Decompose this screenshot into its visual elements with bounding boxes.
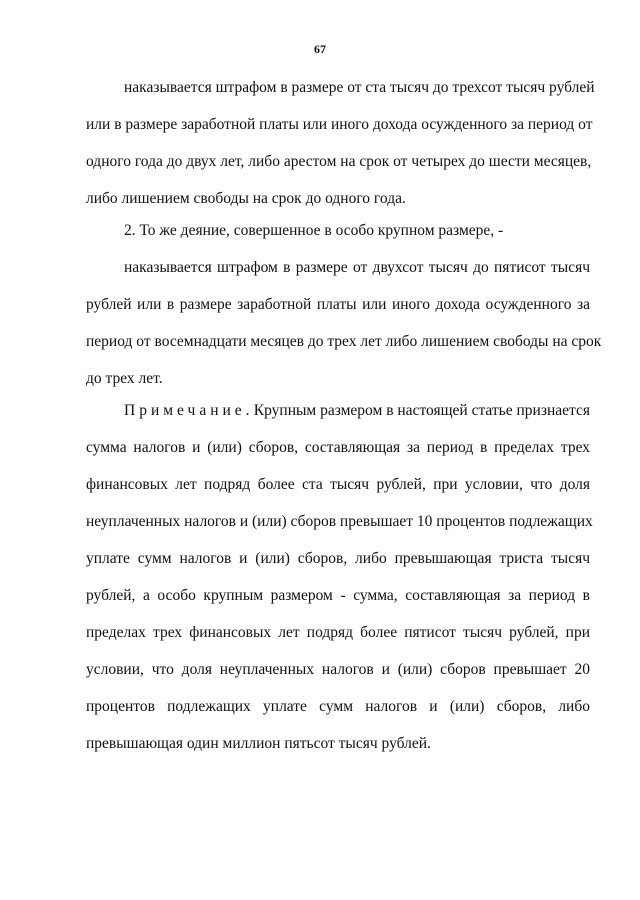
paragraph-line: либо лишением свободы на срок до одного года. [86,190,406,207]
note-label: Примечание. [124,402,254,419]
paragraph-line: пределах трех финансовых лет подряд более пятисот тысяч рублей, при [86,624,590,641]
paragraph-line: наказывается штрафом в размере от ста тысяч до трехсот тысяч рублей [124,79,595,96]
paragraph-line: рублей или в размере заработной платы или иного дохода осужденного за [86,296,590,313]
paragraph-line: условии, что доля неуплаченных налогов и (или) сборов превышает 20 [86,661,590,678]
paragraph-line: неуплаченных налогов и (или) сборов превышает 10 процентов подлежащих [86,513,593,530]
paragraph-line: сумма налогов и (или) сборов, составляющая за период в пределах трех [86,439,590,456]
paragraph-line: 2. То же деяние, совершенное в особо крупном размере, - [124,222,504,239]
paragraph-line: уплате сумм налогов и (или) сборов, либо превышающая триста тысяч [86,550,590,567]
paragraph-line: рублей, а особо крупным размером - сумма, составляющая за период в [86,587,590,604]
page-number: 67 [314,42,326,56]
paragraph-line: одного года до двух лет, либо арестом на срок от четырех до шести месяцев, [86,153,592,170]
paragraph-line: финансовых лет подряд более ста тысяч рублей, при условии, что доля [86,476,590,493]
paragraph-line: период от восемнадцати месяцев до трех лет либо лишением свободы на срок [86,333,602,350]
paragraph-line: наказывается штрафом в размере от двухсот тысяч до пятисот тысяч [124,259,590,276]
paragraph-line: или в размере заработной платы или иного дохода осужденного за период от [86,116,593,133]
note-first-line-text: Крупным размером в настоящей статье признается [253,402,590,419]
note-first-line [124,402,590,420]
paragraph-line: процентов подлежащих уплате сумм налогов и (или) сборов, либо [86,698,590,715]
paragraph-line: превышающая один миллион пятьсот тысяч рублей. [86,735,431,752]
paragraph-line: до трех лет. [86,370,163,387]
